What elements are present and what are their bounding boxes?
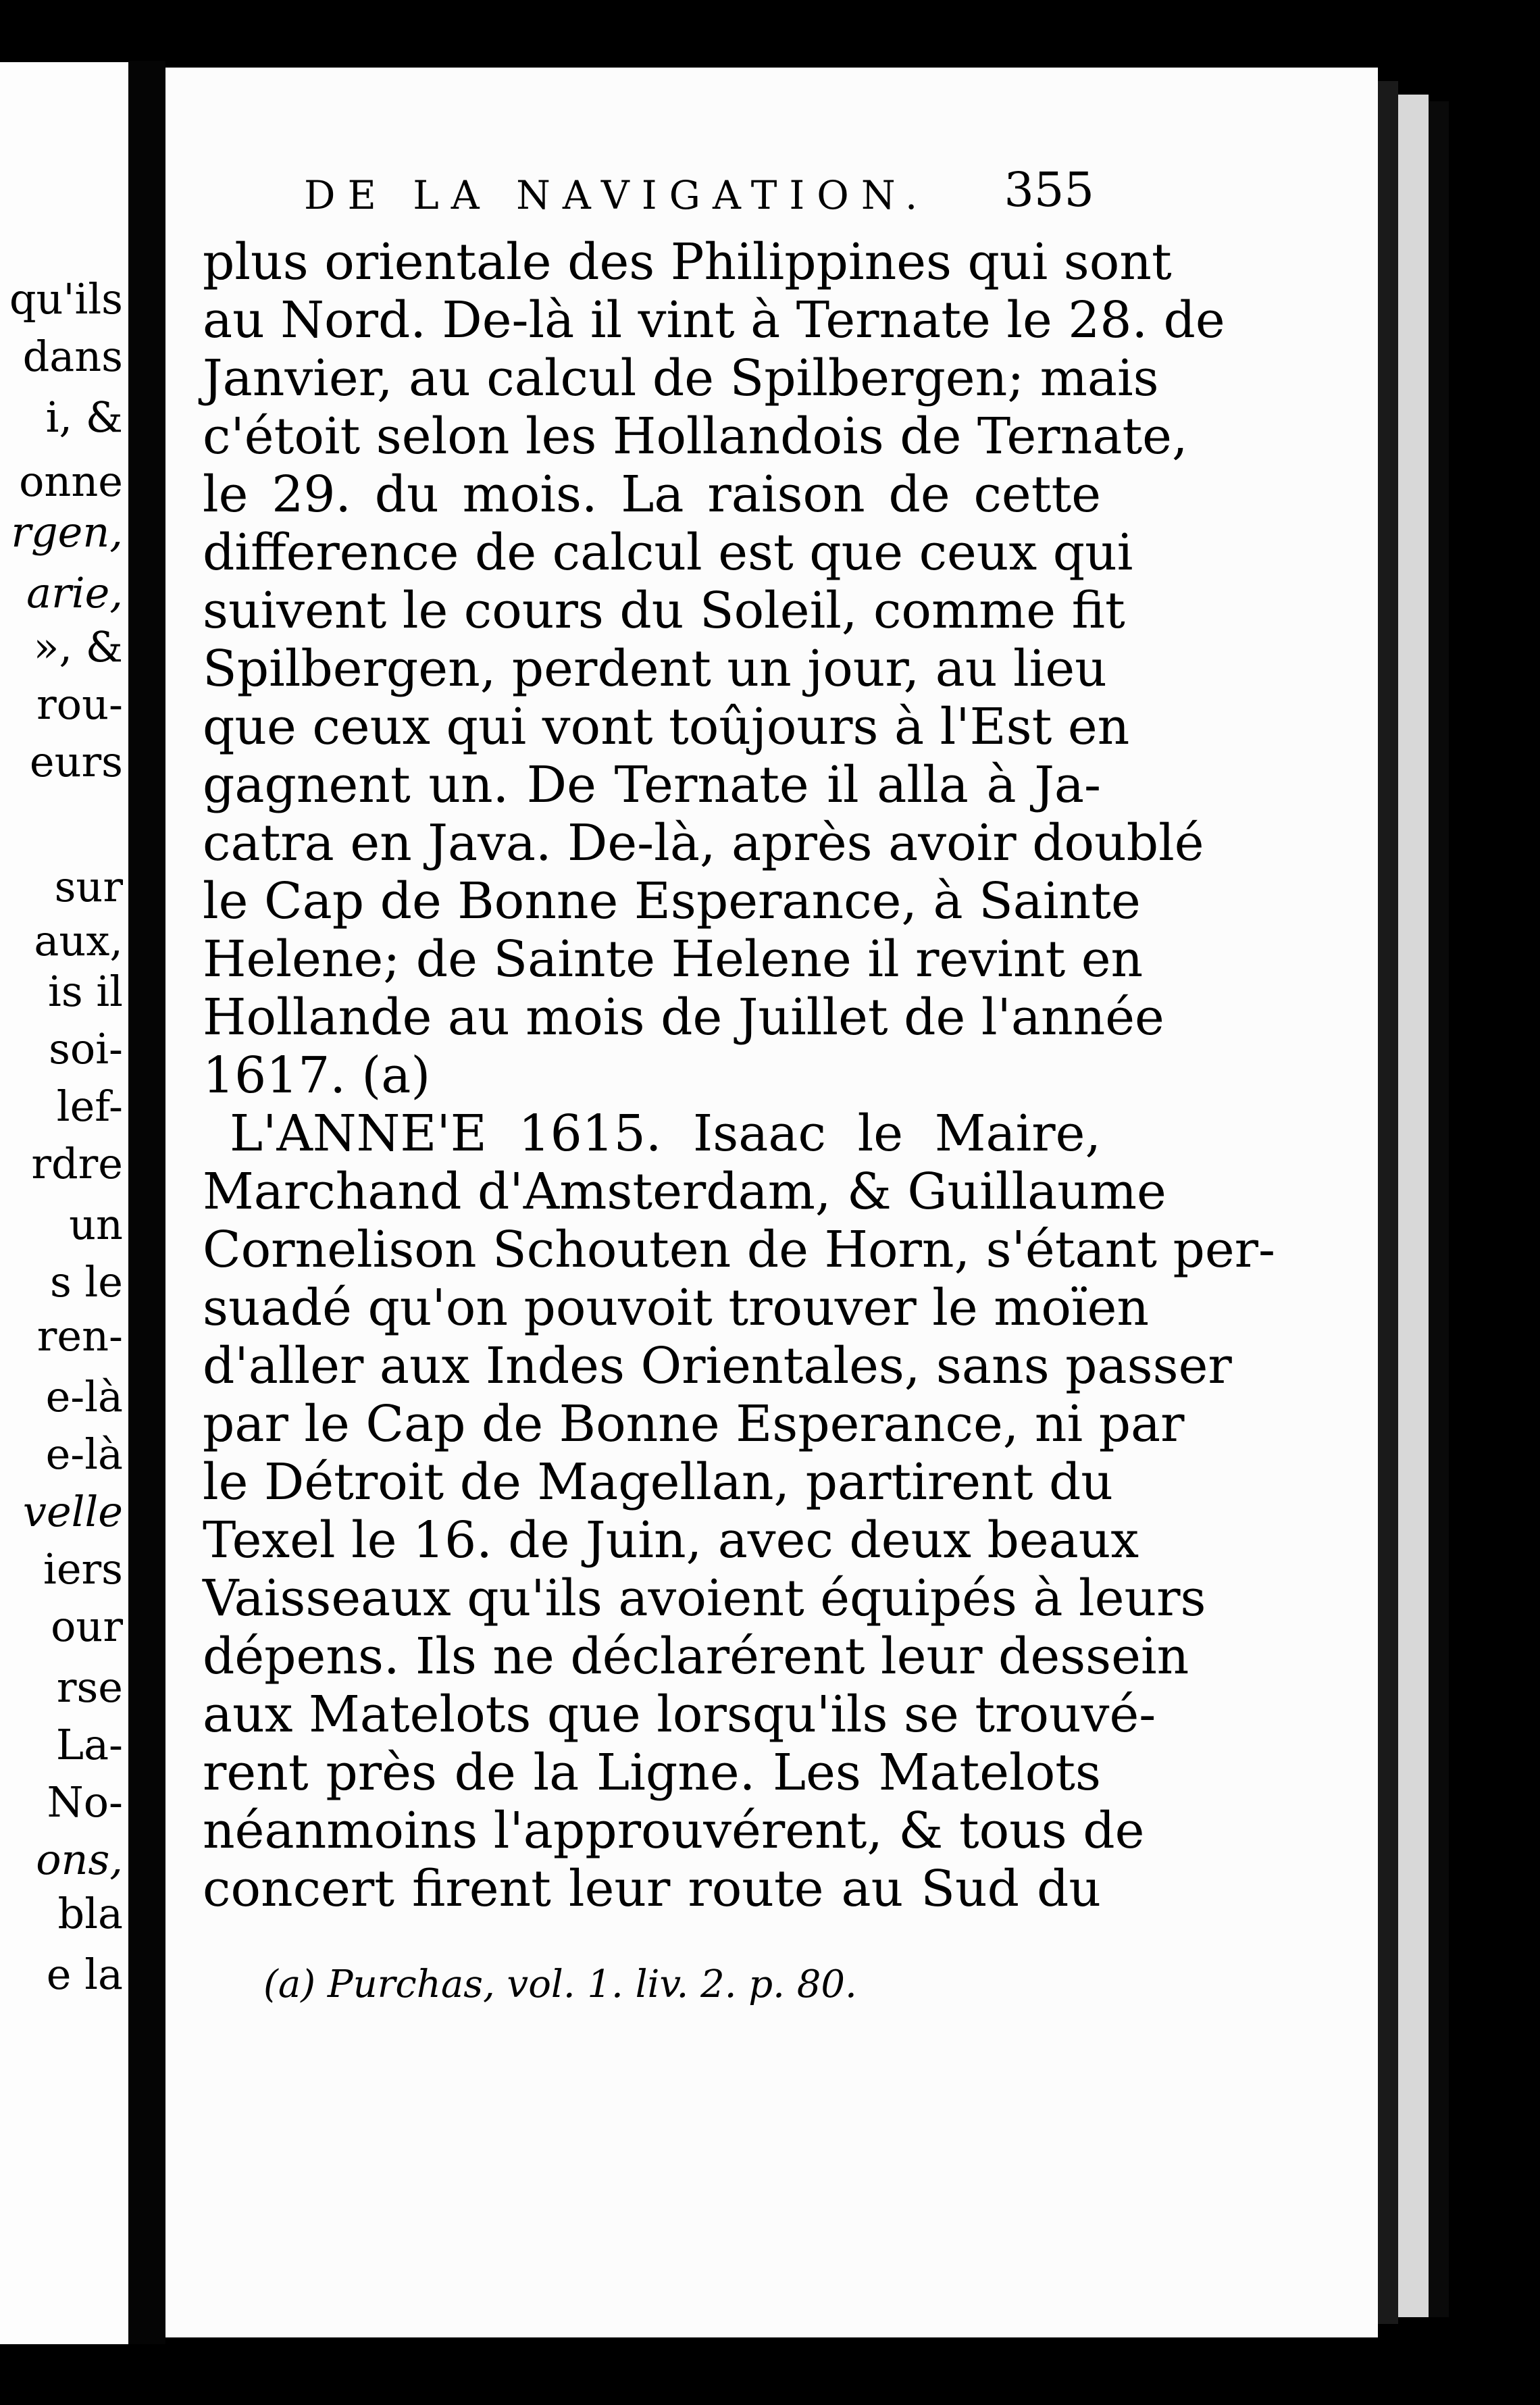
left-fragment: soi- [49,1024,123,1073]
running-head-title: DE LA NAVIGATION. [304,172,930,218]
left-fragment: sur [54,862,123,911]
text-line: Helene; de Sainte Helene il revint en [203,930,1144,988]
left-fragment: No- [47,1777,123,1827]
text-line: concert firent leur route au Sud du [203,1860,1101,1918]
left-fragment: is il [47,967,123,1016]
left-fragment: rse [56,1663,123,1712]
left-fragment: rou- [36,680,123,729]
text-line: par le Cap de Bonne Esperance, ni par [203,1395,1185,1453]
text-line: gagnent un. De Ternate il alla à Ja- [203,756,1101,814]
left-fragment: s le [49,1257,123,1307]
left-fragment: dans [22,332,123,381]
text-line: Janvier, au calcul de Spilbergen; mais [203,349,1159,407]
text-line: difference de calcul est que ceux qui [203,524,1133,582]
left-fragment: qu'ils [9,274,123,324]
text-line: Spilbergen, perdent un jour, au lieu [203,640,1107,698]
page-number: 355 [1004,162,1094,218]
text-line: d'aller aux Indes Orientales, sans passer [203,1337,1232,1395]
text-line: suivent le cours du Soleil, comme fit [203,582,1125,640]
left-facing-page [0,62,128,2344]
left-fragment: eurs [29,737,123,786]
footnote: (a) Purchas, vol. 1. liv. 2. p. 80. [263,1963,857,2006]
left-fragment: bla [57,1889,123,1938]
left-fragment: our [51,1602,123,1651]
text-line: Hollande au mois de Juillet de l'année [203,988,1164,1046]
left-fragment: La- [55,1720,123,1769]
text-line: que ceux qui vont toûjours à l'Est en [203,698,1130,756]
text-line: suadé qu'on pouvoit trouver le moïen [203,1279,1150,1337]
text-line: aux Matelots que lorsqu'ils se trouvé- [203,1686,1156,1744]
left-fragment: rdre [31,1139,123,1188]
text-line: Marchand d'Amsterdam, & Guillaume [203,1163,1166,1221]
body-text [203,233,1276,1918]
text-line: dépens. Ils ne déclarérent leur dessein [203,1627,1189,1686]
text-line: c'étoit selon les Hollandois de Ternate, [203,407,1188,465]
text-line: néanmoins l'approuvérent, & tous de [203,1802,1145,1860]
left-fragment: », & [33,622,123,672]
page-edge [1378,81,1398,2324]
left-fragment: e-là [45,1372,123,1421]
left-fragment: rgen, [11,507,123,557]
left-fragment: arie, [26,568,123,617]
left-fragment: ren- [36,1311,123,1361]
left-fragment: ons, [36,1835,123,1884]
left-fragment: un [69,1200,123,1249]
text-line: le 29. du mois. La raison de cette [203,465,1101,524]
text-line: au Nord. De-là il vint à Ternate le 28. de [203,291,1225,349]
text-line: 1617. (a) [203,1046,431,1105]
text-line: plus orientale des Philippines qui sont [203,233,1172,291]
page-edge [1429,101,1449,2317]
left-fragment: velle [22,1487,123,1536]
book-gutter [128,61,165,2344]
left-fragment: e la [46,1950,123,1999]
text-line: le Cap de Bonne Esperance, à Sainte [203,872,1141,930]
left-fragment: onne [19,457,123,506]
text-line: catra en Java. De-là, après avoir doublé [203,814,1204,872]
left-fragment: iers [43,1544,123,1594]
text-line: Vaisseaux qu'ils avoient équipés à leurs [203,1569,1206,1627]
left-fragment: lef- [56,1082,123,1131]
left-fragment: e-là [45,1429,123,1479]
text-line: le Détroit de Magellan, partirent du [203,1453,1113,1511]
text-line: rent près de la Ligne. Les Matelots [203,1744,1101,1802]
text-line: Cornelison Schouten de Horn, s'étant per- [203,1221,1276,1279]
left-fragment: i, & [45,393,123,442]
left-fragment: aux, [34,916,123,965]
running-head [304,145,1094,226]
text-line: L'ANNE'E 1615. Isaac le Maire, [230,1105,1101,1163]
page-edge [1398,95,1429,2317]
text-line: Texel le 16. de Juin, avec deux beaux [203,1511,1139,1569]
